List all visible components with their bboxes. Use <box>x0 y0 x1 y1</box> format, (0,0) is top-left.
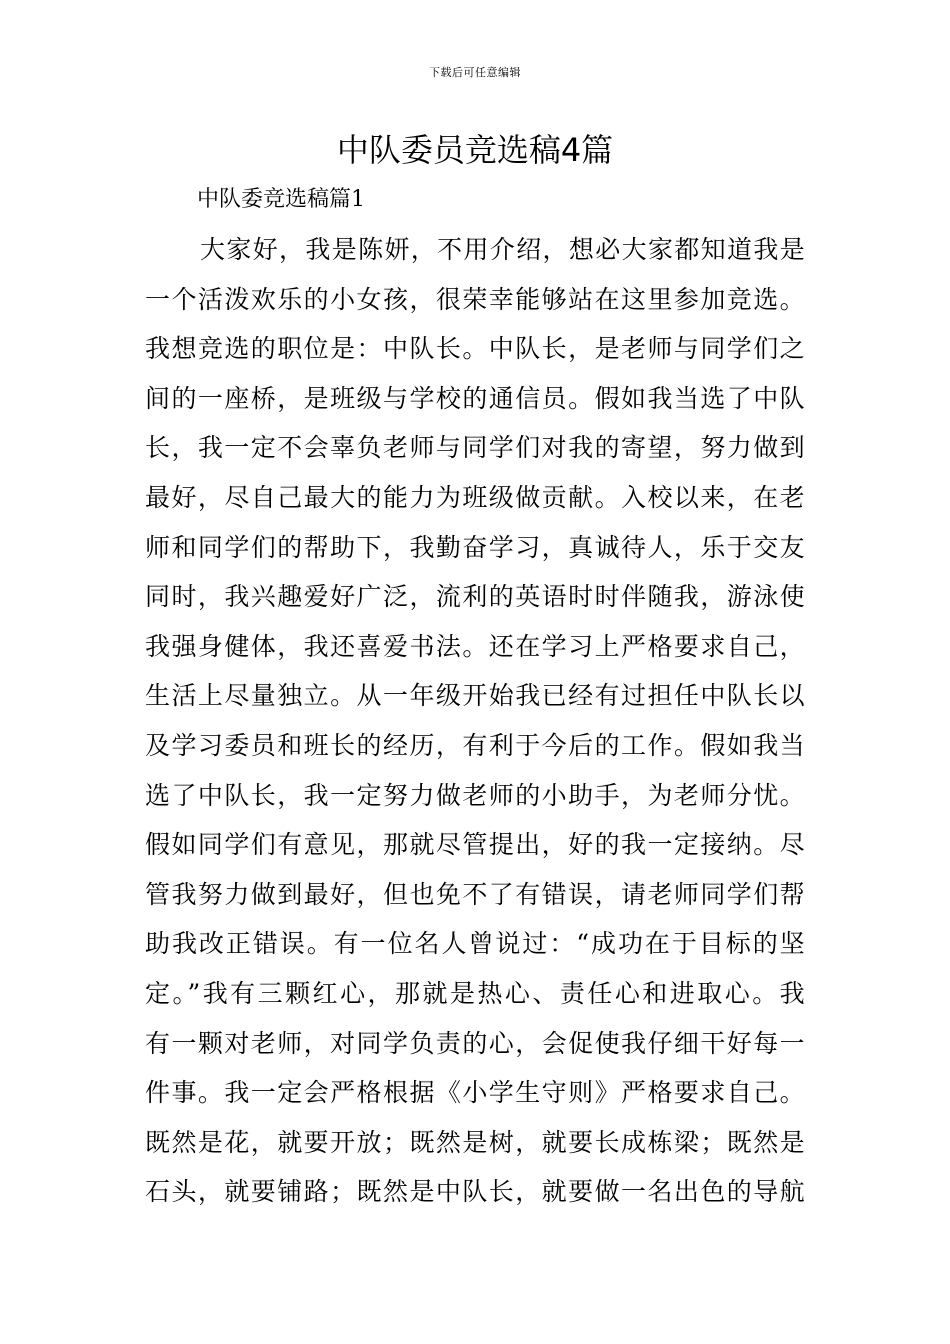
paragraph-line: 大家好，我是陈妍，不用介绍，想必大家都知道我是 <box>200 235 805 264</box>
paragraph-line: 管我努力做到最好，但也免不了有错误，请老师同学们帮 <box>145 879 805 909</box>
section-subtitle: 中队委竞选稿篇1 <box>197 187 365 212</box>
paragraph-line: 我想竞选的职位是：中队长。中队长，是老师与同学们之 <box>145 334 805 364</box>
paragraph-line: 助我改正错误。有一位名人曾说过：“成功在于目标的坚 <box>145 929 805 959</box>
paragraph-line: 石头，就要铺路；既然是中队长，就要做一名出色的导航 <box>145 1177 805 1207</box>
paragraph-line: 既然是花，就要开放；既然是树，就要长成栋梁；既然是 <box>145 1127 805 1157</box>
paragraph-line: 假如同学们有意见，那就尽管提出，好的我一定接纳。尽 <box>145 830 805 860</box>
header-note: 下载后可任意编辑 <box>429 66 521 79</box>
paragraph-line: 选了中队长，我一定努力做老师的小助手，为老师分忧。 <box>145 780 805 810</box>
paragraph-line: 师和同学们的帮助下，我勤奋学习，真诚待人，乐于交友 <box>145 532 805 562</box>
paragraph-line: 件事。我一定会严格根据《小学生守则》严格要求自己。 <box>145 1078 805 1108</box>
paragraph-line: 同时，我兴趣爱好广泛，流利的英语时时伴随我，游泳使 <box>145 582 805 612</box>
paragraph-line: 生活上尽量独立。从一年级开始我已经有过担任中队长以 <box>145 681 805 711</box>
paragraph-line: 定。”我有三颗红心，那就是热心、责任心和进取心。我 <box>145 978 805 1008</box>
paragraph-line: 一个活泼欢乐的小女孩，很荣幸能够站在这里参加竞选。 <box>145 284 805 314</box>
paragraph-line: 最好，尽自己最大的能力为班级做贡献。入校以来，在老 <box>145 482 805 512</box>
paragraph-line: 长，我一定不会辜负老师与同学们对我的寄望，努力做到 <box>145 433 805 463</box>
paragraph-line: 间的一座桥，是班级与学校的通信员。假如我当选了中队 <box>145 383 805 413</box>
paragraph-line: 我强身健体，我还喜爱书法。还在学习上严格要求自己， <box>145 631 805 661</box>
body-paragraph <box>145 225 805 1217</box>
document-title: 中队委员竞选稿4篇 <box>336 131 614 169</box>
paragraph-line: 及学习委员和班长的经历，有利于今后的工作。假如我当 <box>145 730 805 760</box>
paragraph-line: 有一颗对老师，对同学负责的心，会促使我仔细干好每一 <box>145 1028 805 1058</box>
